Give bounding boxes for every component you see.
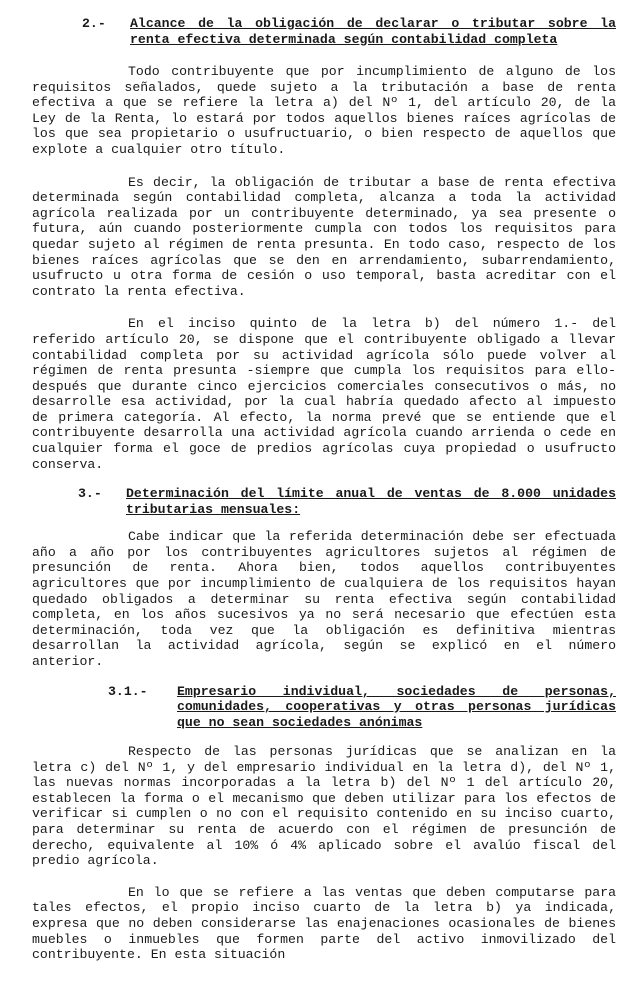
section-2-title: Alcance de la obligación de declarar o tributar sobre la renta efectiva determinada según contabilidad completa — [130, 16, 616, 47]
section-3-heading — [32, 486, 616, 517]
paragraph-3: En el inciso quinto de la letra b) del número 1.- del referido artículo 20, se dispone que el contribuyente obligado a llevar contabilidad completa por su actividad agrícola sólo puede volver al régimen de renta presunta -siempre que cumpla los requisitos para ello- después que durante cinco ejercicios comerciales consecutivos o más, no desarrolle esa actividad, por la cual habría quedado afecto al impuesto de primera categoría. Al efecto, la norma prevé que se entiende que el contribuyente desarrolla una actividad agrícola cuando arrienda o cede en cualquier forma el goce de predios agrícolas cuya propiedad o usufructo conserva. — [32, 316, 616, 472]
section-3-title: Determinación del límite anual de ventas de 8.000 unidades tributarias mensuales: — [126, 486, 616, 517]
paragraph-1: Todo contribuyente que por incumplimiento de alguno de los requisitos señalados, quede sujeto a la tributación a base de renta efectiva a que se refiere la letra a) del Nº 1, del artículo 20, de la Ley de la Renta, lo estará por todos aquellos bienes raíces agrícolas de los que sea propietario o usufructuario, o bien respecto de aquellos que explote a cualquier otro título. — [32, 64, 616, 157]
paragraph-5: Respecto de las personas jurídicas que se analizan en la letra c) del Nº 1, y del empresario individual en la letra d), del Nº 1, las nuevas normas incorporadas a la letra b) del Nº 1 del artículo 20, establecen la forma o el mecanismo que deben utilizar para los efectos de verificar si cumplen o no con el requisito contenido en su inciso cuarto, para determinar su renta de acuerdo con el régimen de presunción de derecho, equivalente al 10% ó 4% aplicado sobre el avalúo fiscal del predio agrícola. — [32, 744, 616, 869]
section-3-1-number: 3.1.- — [108, 683, 148, 699]
section-3-1-heading — [32, 684, 616, 731]
section-3-1-title: Empresario individual, sociedades de personas, comunidades, cooperativas y otras personas jurídicas que no sean sociedades anónimas — [177, 683, 616, 730]
paragraph-2: Es decir, la obligación de tributar a base de renta efectiva determinada según contabilidad completa, alcanza a toda la actividad agrícola realizada por un contribuyente determinado, ya sea presente o futura, aún cuando posteriormente cumpla con todos los requisitos para quedar sujeto al régimen de renta presunta. En todo caso, respecto de los bienes raíces agrícolas que se den en arrendamiento, subarrendamiento, usufructo u otra forma de cesión o uso temporal, basta acreditar con el contrato la renta efectiva. — [32, 174, 616, 299]
section-3-number: 3.- — [78, 486, 102, 502]
section-2-heading — [32, 16, 616, 47]
section-2-number: 2.- — [82, 16, 106, 31]
paragraph-4: Cabe indicar que la referida determinación debe ser efectuada año a año por los contribuyentes agricultores sujetos al régimen de presunción de renta. Ahora bien, todos aquellos contribuyentes agricultores que por incumplimiento de cualquiera de los requisitos hayan quedado obligados a determinar su renta efectiva según contabilidad completa, en los años sucesivos ya no será necesario que efectúen esta determinación, toda vez que la obligación es definitiva mientras desarrollan la actividad agrícola, según se explicó en el número anterior. — [32, 529, 616, 669]
paragraph-6: En lo que se refiere a las ventas que deben computarse para tales efectos, el propio inciso cuarto de la letra b) ya indicada, expresa que no deben considerarse las enajenaciones ocasionales de bienes muebles o inmuebles que formen parte del activo inmovilizado del contribuyente. En esta situación — [32, 884, 616, 963]
